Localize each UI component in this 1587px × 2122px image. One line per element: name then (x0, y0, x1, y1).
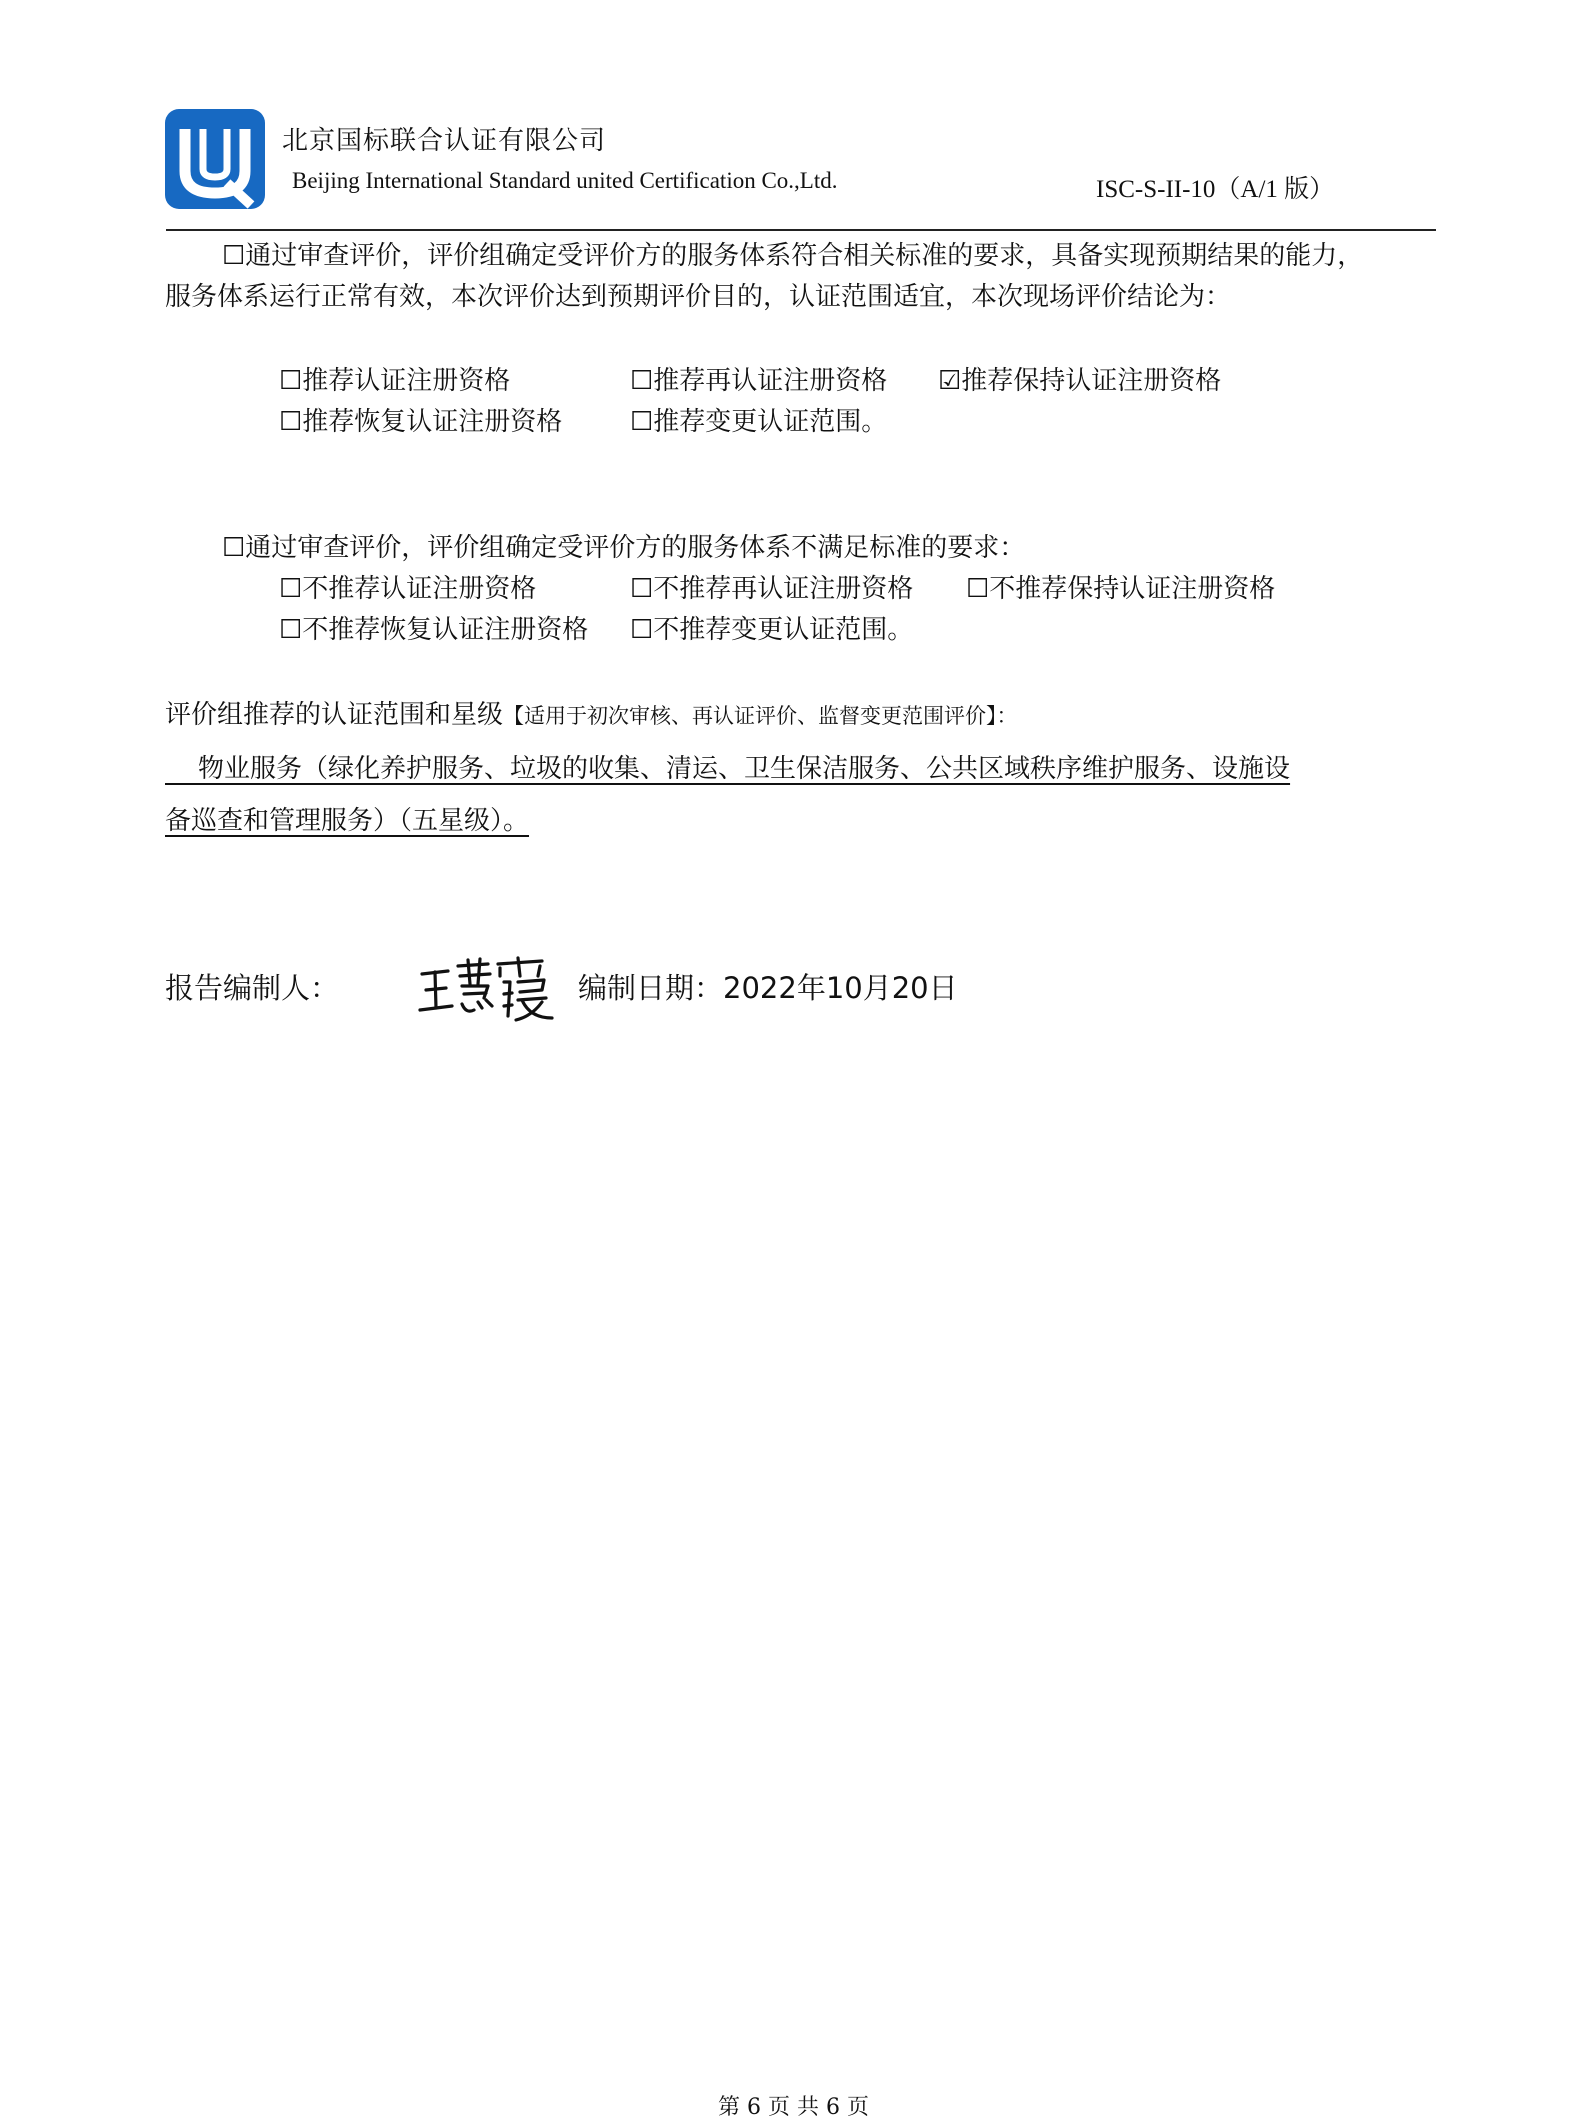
conclusion-pass-line2: 服务体系运行正常有效，本次评价达到预期评价目的，认证范围适宜，本次现场评价结论为： (165, 282, 1232, 312)
scope-text-line1: 物业服务（绿化养护服务、垃圾的收集、清运、卫生保洁服务、公共区域秩序维护服务、设施设 (165, 754, 1291, 784)
scope-text-line2: 备巡查和管理服务）（五星级）。 (165, 806, 530, 836)
option-not-recommend-recert[interactable]: ☐不推荐再认证注册资格 (630, 574, 914, 604)
page-number: 第 6 页 共 6 页 (718, 2095, 869, 2120)
option-not-recommend-maintain[interactable]: ☐不推荐保持认证注册资格 (966, 574, 1276, 604)
date-value: 2022年10月20日 (723, 971, 958, 1005)
option-recommend-cert[interactable]: ☐推荐认证注册资格 (279, 366, 511, 396)
document-code: ISC-S-II-10（A/1 版） (1096, 176, 1335, 203)
conclusion-fail-line1: ☐通过审查评价，评价组确定受评价方的服务体系不满足标准的要求： (222, 533, 1026, 563)
company-name-cn: 北京国标联合认证有限公司 (282, 126, 607, 156)
option-recommend-restore[interactable]: ☐推荐恢复认证注册资格 (279, 407, 563, 437)
company-logo-icon (163, 107, 267, 211)
option-not-recommend-cert[interactable]: ☐不推荐认证注册资格 (279, 574, 537, 604)
handwritten-signature (418, 956, 556, 1024)
header-divider (166, 229, 1436, 231)
date-label: 编制日期： (578, 971, 724, 1005)
option-not-recommend-change-scope[interactable]: ☐不推荐变更认证范围。 (630, 615, 914, 645)
conclusion-pass-line1: ☐通过审查评价，评价组确定受评价方的服务体系符合相关标准的要求，具备实现预期结果的能力， (222, 241, 1364, 271)
preparer-label: 报告编制人： (165, 971, 340, 1005)
date-block (578, 966, 958, 1007)
scope-heading-note: 【适用于初次审核、再认证评价、监督变更范围评价】： (503, 704, 1018, 728)
company-name-en: Beijing International Standard united Certification Co.,Ltd. (292, 168, 838, 193)
option-not-recommend-restore[interactable]: ☐不推荐恢复认证注册资格 (279, 615, 589, 645)
option-recommend-maintain[interactable]: ☑推荐保持认证注册资格 (938, 366, 1222, 396)
option-recommend-recert[interactable]: ☐推荐再认证注册资格 (630, 366, 888, 396)
scope-heading-text: 评价组推荐的认证范围和星级 (165, 700, 504, 730)
scope-heading (165, 694, 1018, 731)
option-recommend-change-scope[interactable]: ☐推荐变更认证范围。 (630, 407, 888, 437)
